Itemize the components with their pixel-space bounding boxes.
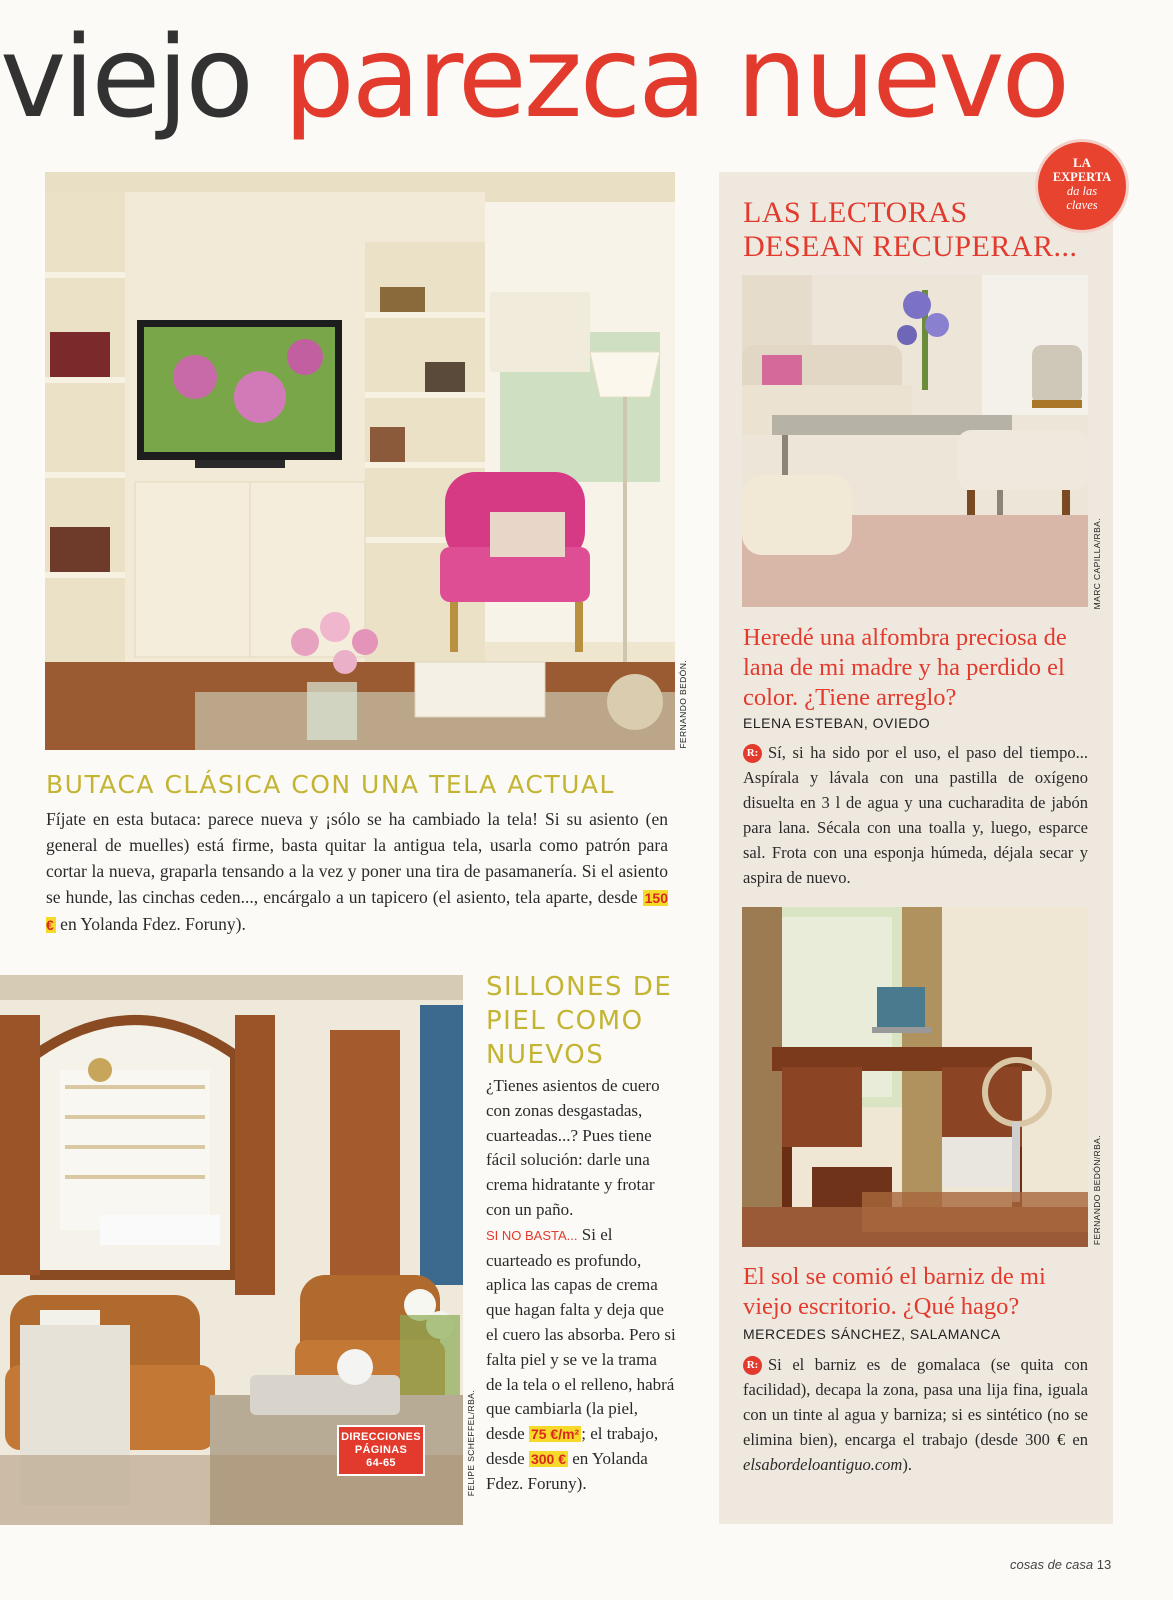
readers-title — [743, 196, 1078, 264]
question-desk: El sol se comió el barniz de mi viejo escritorio. ¿Qué hago? — [743, 1263, 1046, 1320]
photo-credit: MARC CAPILLA/RBA. — [1092, 518, 1102, 610]
section-title-sillones — [486, 970, 672, 1072]
page-number: 13 — [1096, 1557, 1112, 1572]
desk-photo — [742, 907, 1088, 1247]
section-title-butaca: BUTACA CLÁSICA CON UNA TELA ACTUAL — [46, 770, 615, 799]
headline — [0, 13, 1068, 152]
directions-badge-line3: 64-65 — [366, 1457, 396, 1469]
expert-badge-line3: da las — [1066, 184, 1098, 198]
readers-title-line2: DESEAN RECUPERAR... — [743, 230, 1078, 263]
sillones-text-2: Si el cuarteado es profundo, aplica las capas de crema que hagan falta y deja que el cuero las absorba. Pero si falta piel y se ve la trama de la tela o el relleno, habrá que cambiarla (la piel, desde — [486, 1224, 676, 1444]
sillones-body — [486, 1074, 676, 1497]
price-tag: 150 € — [46, 890, 668, 933]
directions-badge-line2: PÁGINAS — [354, 1444, 408, 1456]
answer-marker: R: — [743, 744, 762, 763]
directions-badge-line1: DIRECCIONES — [341, 1431, 421, 1443]
answer-marker: R: — [743, 1356, 762, 1375]
lead-in: SI NO BASTA... — [486, 1227, 578, 1243]
directions-badge — [337, 1425, 425, 1476]
headline-dark: viejo — [0, 13, 251, 143]
answer-rug — [743, 740, 1088, 890]
photo-credit: FERNANDO BEDÓN. — [678, 660, 688, 749]
question-rug: Heredé una alfombra preciosa de lana de mi madre y ha perdido el color. ¿Tiene arreglo? — [743, 624, 1067, 711]
sillones-text: ¿Tienes asientos de cuero con zonas desgastadas, cuarteadas...? Pues tiene fácil solución: darle una crema hidratante y frotar con un paño. — [486, 1076, 660, 1219]
answer-text: Sí, si ha sido por el uso, el paso del tiempo... Aspírala y lávala con una pastilla de oxígeno disuelta en 3 l de agua y una cucharadita de jabón para lana. Sécala con una toalla y, luego, esparce sal. Frota con una esponja húmeda, déjala secar y aspira de nuevo. — [743, 743, 1088, 887]
expert-badge-line1: LA — [1072, 155, 1092, 170]
expert-badge-line4: claves — [1066, 198, 1098, 212]
photo-credit: FERNANDO BEDÓN/RBA. — [1092, 1135, 1102, 1246]
price-tag: 75 €/m² — [530, 1426, 580, 1443]
readers-title-line1: LAS LECTORAS — [743, 196, 968, 229]
reader-name: MERCEDES SÁNCHEZ, SALAMANCA — [743, 1326, 1001, 1342]
answer-website: elsabordeloantiguo.com — [743, 1455, 903, 1474]
page-footer — [1010, 1557, 1111, 1572]
section-title-line1: SILLONES DE — [486, 972, 673, 1002]
sillones-text-4: en Yolanda Fdez. Foruny). — [486, 1448, 648, 1493]
headline-red: parezca nuevo — [283, 13, 1068, 143]
price-tag: 300 € — [530, 1450, 567, 1467]
reader-name: ELENA ESTEBAN, OVIEDO — [743, 715, 931, 731]
living-room-photo — [45, 172, 675, 750]
expert-badge-line2: EXPERTA — [1052, 170, 1112, 184]
section-title-line2: PIEL COMO — [486, 1006, 644, 1036]
answer-text: Si el barniz es de gomalaca (se quita con facilidad), decapa la zona, pasa una lija fina, iguala con un tinte al agua y barniza; si es sintético (no se elimina bien), encarga el trabajo (desde 300 € en — [743, 1355, 1088, 1449]
rug-room-photo — [742, 275, 1088, 607]
butaca-body — [46, 806, 668, 938]
magazine-name: cosas de casa — [1010, 1557, 1094, 1572]
butaca-text: Fíjate en esta butaca: parece nueva y ¡sólo se ha cambiado la tela! Si su asiento (en general de muelles) está firme, basta quitar la antigua tela, usarla como patrón para cortar la nueva, graparla tensando a la vez y poner una tira de pasamanería. Si el asiento se hunde, las cinchas ceden..., encárgalo a un tapicero (el asiento, tela aparte, desde — [46, 809, 668, 907]
sillones-text-3: ; el trabajo, desde — [486, 1424, 659, 1468]
answer-desk — [743, 1352, 1088, 1477]
butaca-text-end: en Yolanda Fdez. Foruny). — [55, 914, 246, 934]
section-title-line3: NUEVOS — [486, 1040, 605, 1070]
answer-text-end: ). — [902, 1455, 912, 1474]
photo-credit: FELIPE SCHEFFEL/RBA. — [466, 1390, 476, 1497]
